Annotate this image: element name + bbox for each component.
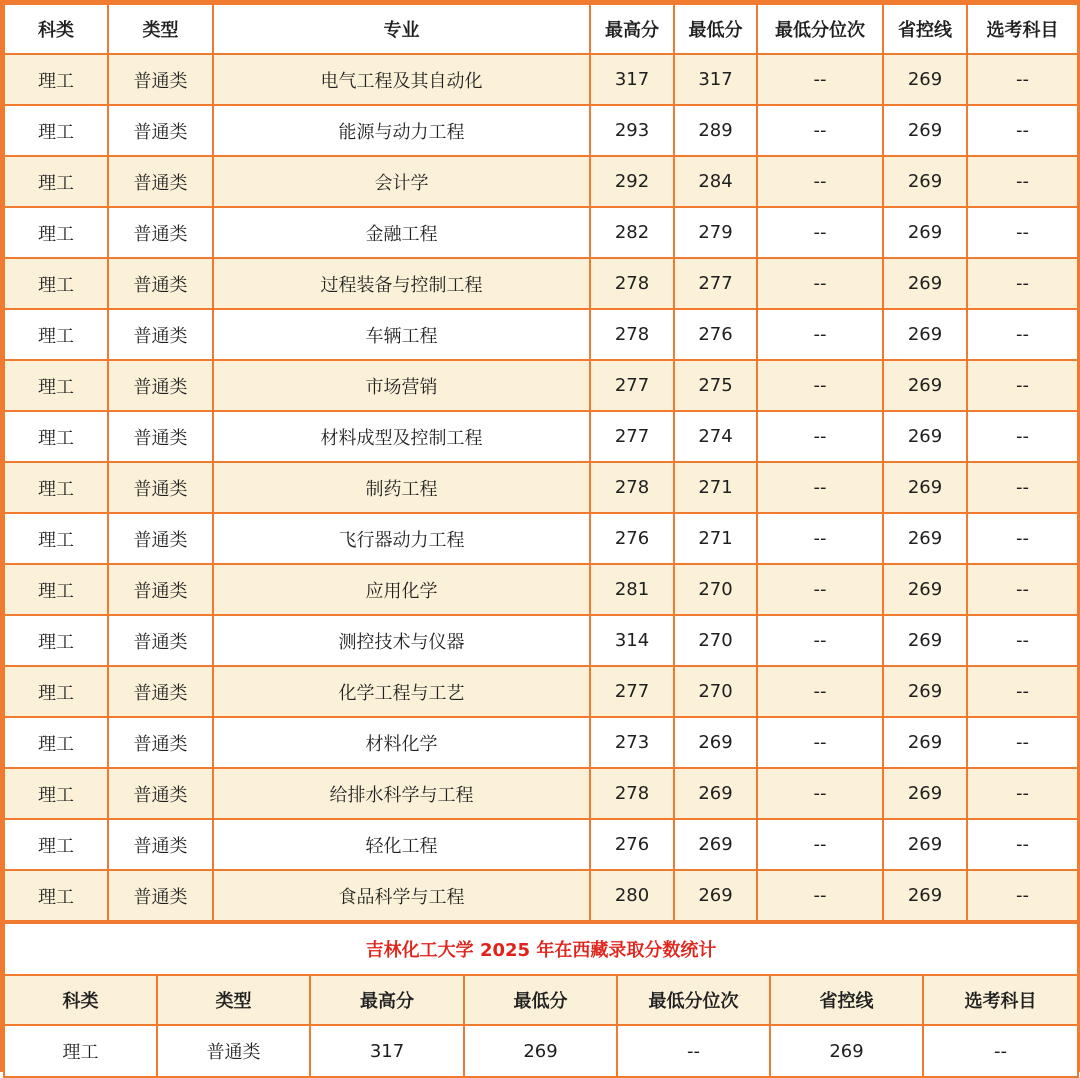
table-cell: 279 [674, 207, 757, 258]
table-cell: -- [757, 258, 883, 309]
table-cell: 271 [674, 513, 757, 564]
table-cell: 269 [883, 717, 967, 768]
table-cell: 理工 [4, 258, 108, 309]
table-cell: 284 [674, 156, 757, 207]
table-cell: 理工 [4, 309, 108, 360]
table-cell: -- [967, 309, 1078, 360]
table-cell: 269 [883, 54, 967, 105]
table-cell: 给排水科学与工程 [213, 768, 590, 819]
table-cell: 电气工程及其自动化 [213, 54, 590, 105]
summary-cell: 普通类 [157, 1025, 310, 1077]
table-cell: 270 [674, 615, 757, 666]
table-cell: 292 [590, 156, 674, 207]
column-header: 选考科目 [967, 4, 1078, 54]
table-cell: 理工 [4, 105, 108, 156]
table-row [4, 105, 1078, 156]
table-cell: -- [757, 819, 883, 870]
table-row [4, 156, 1078, 207]
column-header: 最低分位次 [757, 4, 883, 54]
table-cell: 制药工程 [213, 462, 590, 513]
table-row [4, 513, 1078, 564]
table-cell: 普通类 [108, 462, 213, 513]
summary-title-row [4, 923, 1078, 975]
table-cell: 普通类 [108, 819, 213, 870]
table-cell: 276 [590, 819, 674, 870]
table-cell: -- [757, 54, 883, 105]
table-cell: 275 [674, 360, 757, 411]
table-cell: 269 [883, 105, 967, 156]
table-cell: -- [967, 105, 1078, 156]
table-cell: 269 [883, 564, 967, 615]
table-cell: 271 [674, 462, 757, 513]
table-row [4, 870, 1078, 921]
table-cell: -- [967, 207, 1078, 258]
table-cell: 278 [590, 258, 674, 309]
table-cell: 317 [674, 54, 757, 105]
table-cell: -- [757, 360, 883, 411]
table-cell: -- [967, 462, 1078, 513]
table-row [4, 360, 1078, 411]
table-cell: 理工 [4, 819, 108, 870]
column-header: 类型 [108, 4, 213, 54]
table-cell: 276 [590, 513, 674, 564]
table-cell: 轻化工程 [213, 819, 590, 870]
table-cell: 293 [590, 105, 674, 156]
table-cell: -- [757, 411, 883, 462]
table-cell: 理工 [4, 462, 108, 513]
column-header: 省控线 [883, 4, 967, 54]
table-cell: 270 [674, 666, 757, 717]
table-row [4, 54, 1078, 105]
table-cell: 278 [590, 462, 674, 513]
table-cell: 理工 [4, 870, 108, 921]
table-cell: 飞行器动力工程 [213, 513, 590, 564]
summary-cell: -- [923, 1025, 1078, 1077]
table-cell: 269 [883, 462, 967, 513]
summary-table-body [4, 1025, 1078, 1077]
table-cell: 普通类 [108, 258, 213, 309]
table-row [4, 615, 1078, 666]
table-cell: 材料化学 [213, 717, 590, 768]
table-cell: -- [967, 156, 1078, 207]
table-cell: 理工 [4, 768, 108, 819]
table-cell: 282 [590, 207, 674, 258]
table-row [4, 666, 1078, 717]
summary-column-header: 选考科目 [923, 975, 1078, 1025]
table-cell: 车辆工程 [213, 309, 590, 360]
table-cell: 273 [590, 717, 674, 768]
table-cell: -- [757, 309, 883, 360]
table-cell: 普通类 [108, 564, 213, 615]
table-cell: -- [757, 207, 883, 258]
table-cell: 269 [883, 156, 967, 207]
table-cell: -- [967, 666, 1078, 717]
table-cell: 277 [590, 360, 674, 411]
summary-row [4, 1025, 1078, 1077]
summary-column-header: 类型 [157, 975, 310, 1025]
table-cell: -- [967, 360, 1078, 411]
summary-column-header: 科类 [4, 975, 157, 1025]
summary-column-header: 最低分 [464, 975, 617, 1025]
table-cell: -- [967, 513, 1078, 564]
table-cell: 测控技术与仪器 [213, 615, 590, 666]
table-cell: 食品科学与工程 [213, 870, 590, 921]
table-cell: 理工 [4, 156, 108, 207]
table-cell: 普通类 [108, 513, 213, 564]
table-cell: 269 [883, 258, 967, 309]
table-cell: 269 [674, 717, 757, 768]
table-cell: -- [757, 768, 883, 819]
table-row [4, 309, 1078, 360]
table-cell: 269 [883, 309, 967, 360]
table-cell: -- [967, 717, 1078, 768]
column-header: 最低分 [674, 4, 757, 54]
table-cell: 269 [883, 360, 967, 411]
summary-title: 吉林化工大学 2025 年在西藏录取分数统计 [4, 923, 1078, 975]
table-cell: 289 [674, 105, 757, 156]
table-cell: 普通类 [108, 411, 213, 462]
table-cell: 281 [590, 564, 674, 615]
table-cell: 理工 [4, 411, 108, 462]
table-cell: 理工 [4, 54, 108, 105]
table-cell: -- [757, 156, 883, 207]
summary-cell: 269 [770, 1025, 923, 1077]
table-cell: 理工 [4, 615, 108, 666]
table-cell: 277 [674, 258, 757, 309]
major-score-table [3, 3, 1079, 922]
table-cell: 普通类 [108, 54, 213, 105]
table-cell: 过程装备与控制工程 [213, 258, 590, 309]
summary-column-header: 省控线 [770, 975, 923, 1025]
table-cell: 270 [674, 564, 757, 615]
table-cell: 化学工程与工艺 [213, 666, 590, 717]
table-cell: 269 [883, 819, 967, 870]
major-table-body [4, 54, 1078, 921]
table-cell: -- [757, 462, 883, 513]
table-cell: 市场营销 [213, 360, 590, 411]
major-table-header-row [4, 4, 1078, 54]
table-cell: -- [757, 615, 883, 666]
table-cell: 能源与动力工程 [213, 105, 590, 156]
table-row [4, 819, 1078, 870]
table-cell: 276 [674, 309, 757, 360]
summary-table [3, 922, 1079, 1078]
summary-column-header: 最高分 [310, 975, 464, 1025]
table-cell: -- [757, 564, 883, 615]
table-cell: 317 [590, 54, 674, 105]
summary-cell: 269 [464, 1025, 617, 1077]
table-cell: -- [967, 258, 1078, 309]
table-cell: 278 [590, 309, 674, 360]
table-cell: 269 [883, 207, 967, 258]
table-cell: -- [757, 717, 883, 768]
table-cell: 会计学 [213, 156, 590, 207]
table-cell: 269 [883, 666, 967, 717]
column-header: 科类 [4, 4, 108, 54]
table-row [4, 768, 1078, 819]
table-cell: 普通类 [108, 717, 213, 768]
table-cell: -- [757, 870, 883, 921]
table-cell: -- [967, 54, 1078, 105]
summary-cell: -- [617, 1025, 770, 1077]
table-cell: -- [967, 870, 1078, 921]
table-cell: -- [757, 105, 883, 156]
table-cell: 普通类 [108, 207, 213, 258]
table-cell: 普通类 [108, 309, 213, 360]
table-row [4, 411, 1078, 462]
table-cell: 普通类 [108, 666, 213, 717]
table-cell: -- [757, 513, 883, 564]
table-cell: 普通类 [108, 870, 213, 921]
table-cell: 277 [590, 666, 674, 717]
summary-cell: 理工 [4, 1025, 157, 1077]
table-cell: 269 [883, 411, 967, 462]
table-cell: 材料成型及控制工程 [213, 411, 590, 462]
table-cell: 理工 [4, 564, 108, 615]
table-cell: 269 [883, 768, 967, 819]
table-cell: 普通类 [108, 156, 213, 207]
table-cell: 金融工程 [213, 207, 590, 258]
table-cell: 理工 [4, 666, 108, 717]
table-cell: 理工 [4, 207, 108, 258]
table-row [4, 207, 1078, 258]
table-cell: 理工 [4, 513, 108, 564]
table-cell: 普通类 [108, 360, 213, 411]
table-row [4, 717, 1078, 768]
table-cell: 269 [883, 615, 967, 666]
table-cell: 280 [590, 870, 674, 921]
table-cell: 274 [674, 411, 757, 462]
table-cell: -- [967, 615, 1078, 666]
table-cell: 278 [590, 768, 674, 819]
table-cell: 269 [883, 870, 967, 921]
table-cell: 应用化学 [213, 564, 590, 615]
table-cell: 269 [674, 768, 757, 819]
column-header: 专业 [213, 4, 590, 54]
table-cell: -- [967, 411, 1078, 462]
column-header: 最高分 [590, 4, 674, 54]
table-cell: 269 [883, 513, 967, 564]
table-cell: -- [757, 666, 883, 717]
table-cell: -- [967, 768, 1078, 819]
table-cell: -- [967, 819, 1078, 870]
summary-column-header: 最低分位次 [617, 975, 770, 1025]
summary-header-row [4, 975, 1078, 1025]
table-cell: 314 [590, 615, 674, 666]
table-row [4, 258, 1078, 309]
table-cell: 理工 [4, 717, 108, 768]
table-cell: 269 [674, 870, 757, 921]
table-cell: 普通类 [108, 615, 213, 666]
table-cell: 普通类 [108, 768, 213, 819]
summary-cell: 317 [310, 1025, 464, 1077]
table-cell: 269 [674, 819, 757, 870]
table-cell: 277 [590, 411, 674, 462]
table-row [4, 564, 1078, 615]
table-cell: 理工 [4, 360, 108, 411]
table-cell: -- [967, 564, 1078, 615]
table-row [4, 462, 1078, 513]
table-cell: 普通类 [108, 105, 213, 156]
